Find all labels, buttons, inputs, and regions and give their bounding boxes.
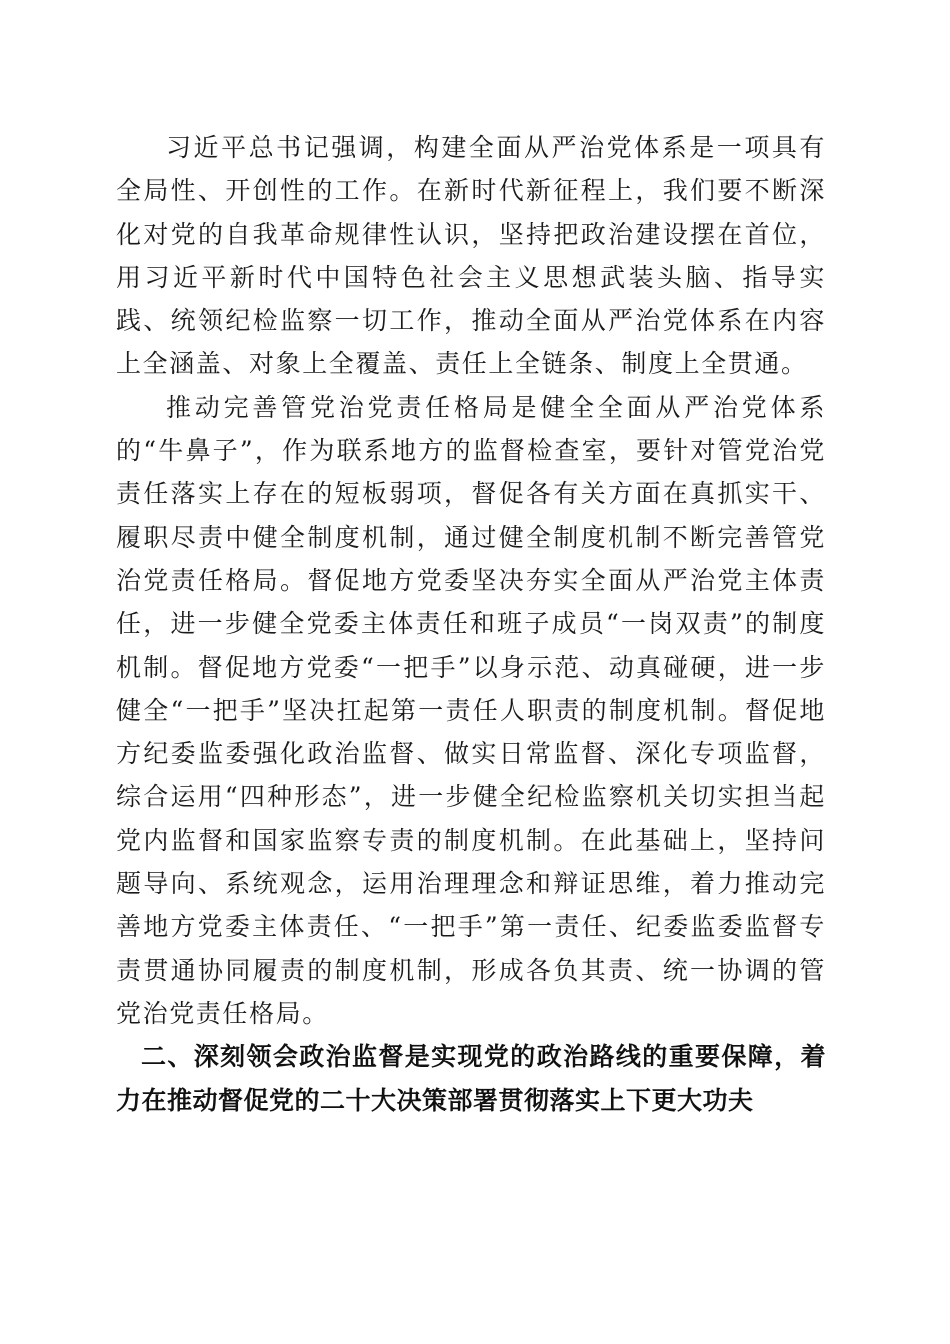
- document-body: [116, 126, 826, 1122]
- paragraph-2: 推动完善管党治党责任格局是健全全面从严治党体系的“牛鼻子”，作为联系地方的监督检查室，要针对管党治党责任落实上存在的短板弱项，督促各有关方面在真抓实干、履职尽责中健全制度机制，通过健全制度机制不断完善管党治党责任格局。督促地方党委坚决夯实全面从严治党主体责任，进一步健全党委主体责任和班子成员“一岗双责”的制度机制。督促地方党委“一把手”以身示范、动真碰硬，进一步健全“一把手”坚决扛起第一责任人职责的制度机制。督促地方纪委监委强化政治监督、做实日常监督、深化专项监督，综合运用“四种形态”，进一步健全纪检监察机关切实担当起党内监督和国家监察专责的制度机制。在此基础上，坚持问题导向、系统观念，运用治理理念和辩证思维，着力推动完善地方党委主体责任、“一把手”第一责任、纪委监委监督专责贯通协同履责的制度机制，形成各负其责、统一协调的管党治党责任格局。: [116, 392, 826, 1028]
- paragraph-1: 习近平总书记强调，构建全面从严治党体系是一项具有全局性、开创性的工作。在新时代新征程上，我们要不断深化对党的自我革命规律性认识，坚持把政治建设摆在首位，用习近平新时代中国特色社会主义思想武装头脑、指导实践、统领纪检监察一切工作，推动全面从严治党体系在内容上全涵盖、对象上全覆盖、责任上全链条、制度上全贯通。: [116, 133, 826, 379]
- section-heading: 二、深刻领会政治监督是实现党的政治路线的重要保障，着力在推动督促党的二十大决策部署贯彻落实上下更大功夫: [116, 1042, 826, 1115]
